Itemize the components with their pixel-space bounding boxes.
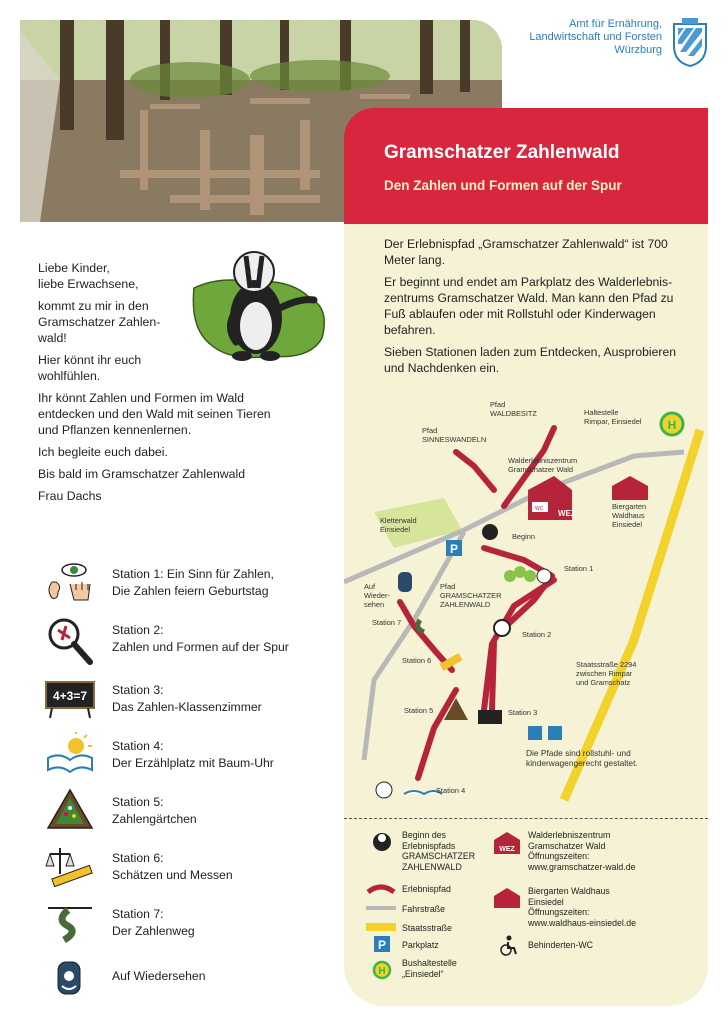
wc-icon-map [528,726,542,740]
blackboard-icon [44,676,96,720]
letter-paragraph: kommt zu mir in den Gramschatzer Zahlen- wald! [38,299,161,345]
map-label-staatsstrasse: Staatsstraße 2294 zwischen Rimpar und Gramschatz [576,660,637,687]
trees [504,566,536,582]
map-label-wez: Walderlebniszentrum Gramschatzer Wald [508,456,578,474]
legend-biergarten: Biergarten Waldhaus Einsiedel Öffnungszeiten: www.waldhaus-einsiedel.de [528,886,637,928]
station-item [40,732,340,780]
wc-label: WC [535,506,544,512]
biergarten-building [612,476,648,500]
station-subtitle: Zahlen und Formen auf der Spur [112,640,289,654]
trail-map [344,380,708,810]
map-label-waldbesitz: Pfad WALDBESITZ [490,400,537,418]
station-title: Station 4: [112,739,164,753]
legend-erlebnispfad: Erlebnispfad [402,884,451,894]
authority-line: Landwirtschaft und Forsten [529,31,662,43]
senses-icon [44,560,96,604]
authority-text [529,18,662,57]
legend-wc-icon [496,934,518,956]
parking-letter: P [449,542,459,556]
station-title: Station 1: Ein Sinn für Zahlen, [112,567,274,581]
station-3-marker [478,710,502,724]
intro-paragraph: Er beginnt und endet am Parkplatz des Walderlebnis-zentrums Gramschatzer Wald. Man kann den Pfad zu Fuß ablaufen oder mit Rollstuhl oder Kinderwagen befahren. [384,275,674,337]
map-label-station1: Station 1 [564,564,594,573]
legend-parking-letter: P [377,938,387,952]
map-label-beginn: Beginn [512,532,536,541]
book-icon [44,732,96,776]
legend-wez-letters: WEZ [499,846,515,853]
legend-parkplatz: Parkplatz [402,940,439,950]
scale-icon [44,844,96,888]
legend-beginn-icon [372,830,392,854]
station-item [40,560,340,608]
legend-beginn: Beginn des Erlebnispfads GRAMSCHATZER ZAHLENWALD [402,830,476,872]
authority-line: Amt für Ernährung, [569,18,662,30]
station-item [40,844,340,892]
page-title: Gramschatzer Zahlenwald [384,142,620,163]
welcome-letter [38,260,328,510]
letter-paragraph: Liebe Kinder, liebe Erwachsene, [38,261,139,291]
map-label-aufwiedersehen: Auf Wieder- sehen [364,582,390,609]
station-subtitle: Die Zahlen feiern Geburtstag [112,584,269,598]
legend-biergarten-icon [494,888,520,908]
path-icon [44,900,96,944]
map-label-station6: Station 6 [402,656,432,665]
letter-signature: Frau Dachs [38,489,102,503]
intro-paragraph: Der Erlebnispfad „Gramschatzer Zahlenwald“ ist 700 Meter lang. [384,237,668,267]
station-subtitle: Der Erzählplatz mit Baum-Uhr [112,756,274,770]
intro-text [384,236,684,382]
title-box [344,108,708,224]
legend-bus-icon [372,960,392,980]
wez-label: WEZ [558,509,576,518]
legend-road-icon [366,904,396,912]
goodbye-marker [398,572,412,592]
legend-wc: Behinderten-WC [528,940,594,950]
clock-marker [376,782,392,798]
station-item [40,616,340,664]
blackboard-text: 4+3=7 [52,689,88,703]
legend-state-road-icon [366,922,396,932]
station-title: Station 2: [112,623,164,637]
station-title: Auf Wiedersehen [112,969,206,983]
map-label-pfad-zahlenwald: Pfad GRAMSCHATZER ZAHLENWALD [440,582,502,609]
legend-parking-icon [374,936,390,952]
station-subtitle: Das Zahlen-Klassenzimmer [112,700,262,714]
station-subtitle: Der Zahlenweg [112,924,195,938]
station-title: Station 3: [112,683,164,697]
station-item [40,788,340,836]
station-item [40,900,340,948]
legend-fahrstrasse: Fahrstraße [402,904,446,914]
garden-icon [44,788,96,832]
map-label-station5: Station 5 [404,706,434,715]
authority-line: Würzburg [614,44,662,56]
goodbye-icon [44,956,96,1000]
bus-letter: H [667,418,677,432]
map-label-station4: Station 4 [436,786,466,795]
map-label-biergarten: Biergarten Waldhaus Einsiedel [612,502,647,529]
letter-paragraph: Bis bald im Gramschatzer Zahlenwald [38,467,246,481]
page-subtitle: Den Zahlen und Formen auf der Spur [384,178,622,193]
map-label-sinneswandeln: Pfad SINNESWANDELN [422,426,487,444]
station-title: Station 6: [112,851,164,865]
legend-trail-icon [366,882,396,894]
map-label-station3: Station 3 [508,708,538,717]
legend-divider [344,818,708,819]
legend-wez: Walderlebniszentrum Gramschatzer Wald Öffnungszeiten: www.gramschatzer-wald.de [528,830,636,872]
letter-paragraph: Ich begleite euch dabei. [38,445,168,459]
station-7-marker [418,620,424,632]
station-1-marker [537,569,551,583]
station-subtitle: Schätzen und Messen [112,868,233,882]
station-2-marker [494,620,510,636]
map-label-station2: Station 2 [522,630,552,639]
bavarian-crest-icon [670,16,710,68]
station-item [40,676,340,724]
legend [344,824,708,994]
accessible-icon-map [548,726,562,740]
map-label-haltestelle: Haltestelle Rimpar, Einsiedel [584,408,642,426]
map-label-station7: Station 7 [372,618,402,627]
map-label-kletterwald: Kletterwald Einsiedel [380,516,417,534]
station-subtitle: Zahlengärtchen [112,812,197,826]
letter-paragraph: Hier könnt ihr euch wohlfühlen. [38,353,142,383]
station-title: Station 7: [112,907,164,921]
station-item [40,956,340,1004]
station-title: Station 5: [112,795,164,809]
map-label-rollstuhl: Die Pfade sind rollstuhl- und kinderwagengerecht gestaltet. [526,748,638,768]
legend-bushaltestelle: Bushaltestelle „Einsiedel“ [402,958,457,979]
intro-paragraph: Sieben Stationen laden zum Entdecken, Ausprobieren und Nachdenken ein. [384,345,677,375]
letter-paragraph: Ihr könnt Zahlen und Formen im Wald entdecken und den Wald mit seinen Tieren und Pflanzen kennenlernen. [38,391,271,437]
legend-staatsstrasse: Staatsstraße [402,923,452,933]
legend-bus-letter: H [378,966,386,977]
legend-wez-icon [494,832,520,854]
magnifier-icon [44,616,96,660]
badger-marker [482,524,498,540]
